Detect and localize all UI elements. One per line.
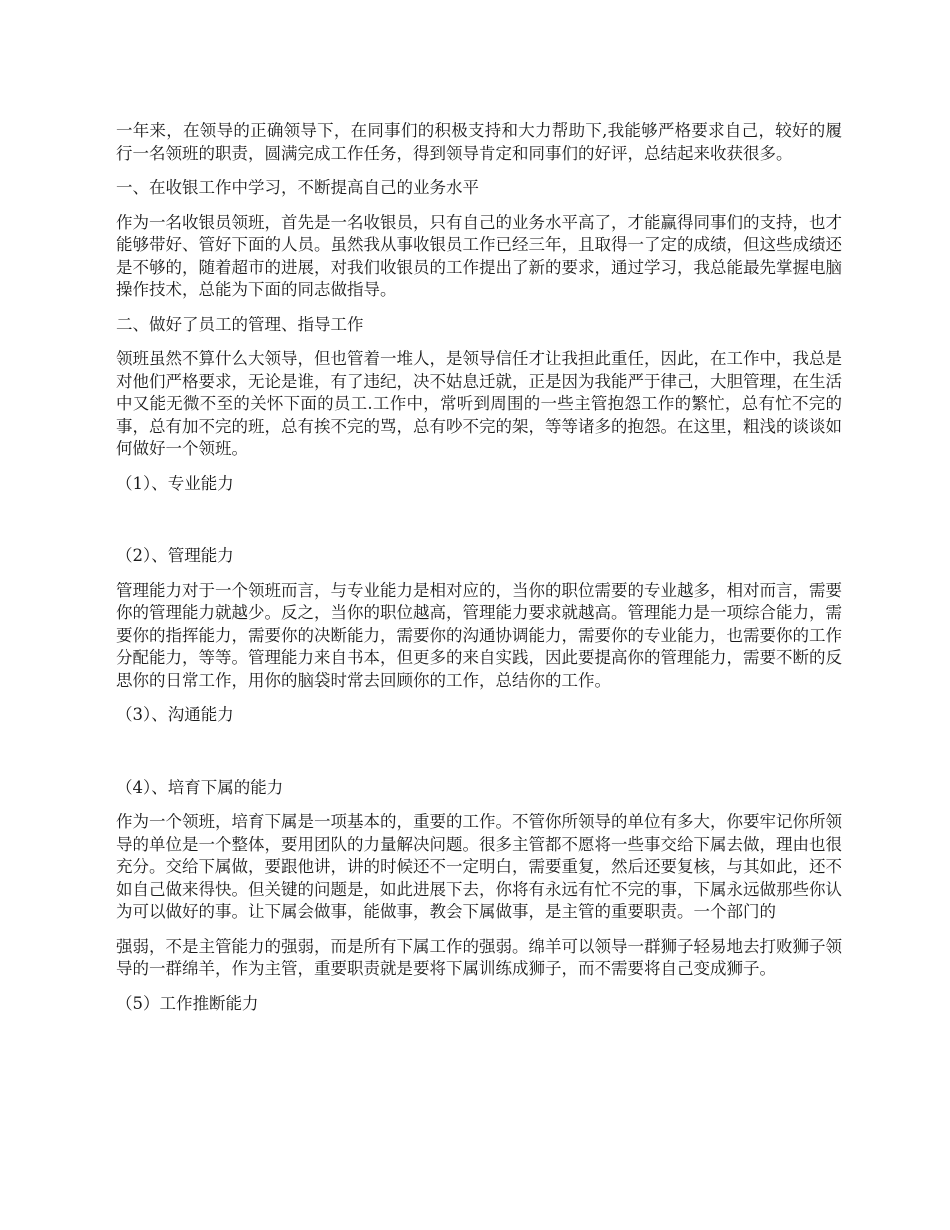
item-heading-management: （2）、管理能力 <box>116 546 234 565</box>
item-body-training-cont: 强弱，不是主管能力的强弱，而是所有下属工作的强弱。绵羊可以领导一群狮子轻易地去打败狮子领导的一群绵羊，作为主管，重要职责就是要将下属训练成狮子，而不需要将自己变成狮子。 <box>116 936 842 978</box>
item-heading-professional: （1）、专业能力 <box>116 473 234 493</box>
item-body-training: 作为一个领班，培育下属是一项基本的，重要的工作。不管你所领导的单位有多大，你要牢记你所领导的单位是一个整体，要用团队的力量解决问题。很多主管都不愿将一些事交给下属去做，理由也很充分。交给下属做，要跟他讲，讲的时候还不一定明白，需要重复，然后还要复核，与其如此，还不如自己做来得快。但关键的问题是，如此进展下去，你将有永远有忙不完的事，下属永远做那些你认为可以做好的事。让下属会做事，能做事，教会下属做事，是主管的重要职责。一个部门的 <box>116 812 842 921</box>
section-body-1: 作为一名收银员领班，首先是一名收银员，只有自己的业务水平高了，才能赢得同事们的支持，也才能够带好、管好下面的人员。虽然我从事收银员工作已经三年，且取得一了定的成绩，但这些成绩还是不够的，随着超市的进展，对我们收银员的工作提出了新的要求，通过学习，我总能最先掌握电脑操作技术，总能为下面的同志做指导。 <box>116 212 842 299</box>
section-body-2: 领班虽然不算什么大领导，但也管着一堆人，是领导信任才让我担此重任，因此，在工作中，我总是对他们严格要求，无论是谁，有了违纪，决不姑息迁就，正是因为我能严于律己，大胆管理，在生活中又能无微不至的关怀下面的员工.工作中，常听到周围的一些主管抱怨工作的繁忙，总有忙不完的事，总有加不完的班，总有挨不完的骂，总有吵不完的架，等等诸多的抱怨。在这里，粗浅的谈谈如何做好一个领班。 <box>116 349 842 458</box>
blank-space <box>116 739 842 777</box>
document-page <box>116 120 842 1027</box>
section-heading-2: 二、做好了员工的管理、指导工作 <box>116 314 364 334</box>
item-heading-judgment: （5）工作推断能力 <box>116 993 259 1013</box>
blank-space <box>116 507 842 545</box>
item-heading-communication: （3）、沟通能力 <box>116 705 234 724</box>
item-heading-training: （4）、培育下属的能力 <box>116 777 284 797</box>
section-heading-1: 一、在收银工作中学习，不断提高自己的业务水平 <box>116 178 479 197</box>
item-body-management: 管理能力对于一个领班而言，与专业能力是相对应的，当你的职位需要的专业越多，相对而言，需要你的管理能力就越少。反之，当你的职位越高，管理能力要求就越高。管理能力是一项综合能力，需要你的指挥能力，需要你的决断能力，需要你的沟通协调能力，需要你的专业能力，也需要你的工作分配能力，等等。管理能力来自书本，但更多的来自实践，因此要提高你的管理能力，需要不断的反思你的日常工作，用你的脑袋时常去回顾你的工作，总结你的工作。 <box>116 580 842 690</box>
intro-paragraph: 一年来，在领导的正确领导下，在同事们的积极支持和大力帮助下,我能够严格要求自己，较好的履行一名领班的职责，圆满完成工作任务，得到领导肯定和同事们的好评，总结起来收获很多。 <box>116 121 842 163</box>
